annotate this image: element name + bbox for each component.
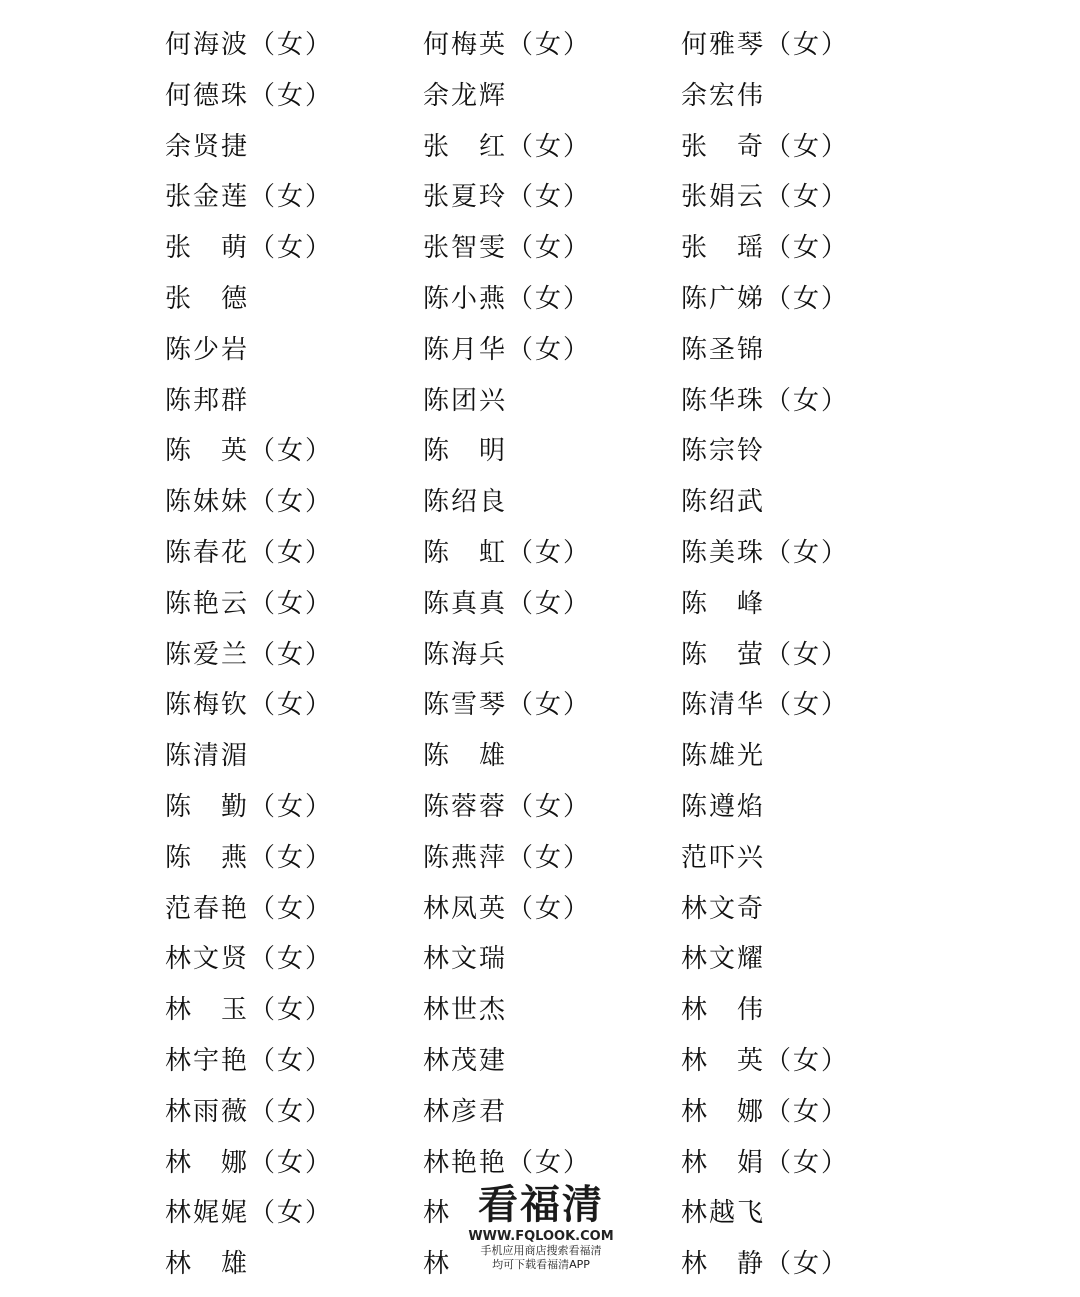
name-entry: 范吓兴 (681, 842, 766, 873)
name-entry: 张金莲（女） (165, 182, 334, 213)
name-entry: 陈妹妹（女） (165, 487, 334, 518)
name-entry: 林 (423, 1198, 452, 1229)
name-entry: 张夏玲（女） (423, 182, 592, 213)
name-entry: 陈圣锦 (681, 334, 766, 365)
name-entry: 陈春花（女） (165, 537, 334, 568)
name-entry: 张 德 (165, 283, 250, 314)
name-entry: 范春艳（女） (165, 893, 334, 924)
name-entry: 林凤英（女） (423, 893, 592, 924)
name-entry: 余贤捷 (165, 131, 250, 162)
name-entry: 陈月华（女） (423, 334, 592, 365)
name-entry: 张 萌（女） (165, 233, 334, 264)
watermark (462, 1181, 620, 1281)
name-entry: 陈 萤（女） (681, 639, 850, 670)
name-entry: 陈团兴 (423, 385, 508, 416)
name-entry: 张娟云（女） (681, 182, 850, 213)
name-entry: 林文贤（女） (165, 944, 334, 975)
name-entry: 余宏伟 (681, 80, 766, 111)
name-entry: 余龙辉 (423, 80, 508, 111)
name-entry: 陈雄光 (681, 741, 766, 772)
name-entry: 陈小燕（女） (423, 283, 592, 314)
name-entry: 林 静（女） (681, 1249, 850, 1280)
name-entry: 陈 英（女） (165, 436, 334, 467)
name-entry: 张 奇（女） (681, 131, 850, 162)
watermark-logo: 看福清 (478, 1182, 604, 1228)
watermark-url: WWW.FQLOOK.COM (468, 1229, 614, 1244)
watermark-line-2: 均可下载看福清APP (492, 1258, 590, 1271)
name-entry: 林雨薇（女） (165, 1096, 334, 1127)
name-entry: 陈 勤（女） (165, 791, 334, 822)
name-entry: 林 雄 (165, 1249, 250, 1280)
name-entry: 陈遵焰 (681, 791, 766, 822)
name-entry: 陈华珠（女） (681, 385, 850, 416)
name-entry: 陈 燕（女） (165, 842, 334, 873)
name-entry: 何海波（女） (165, 30, 334, 60)
name-entry: 陈梅钦（女） (165, 690, 334, 721)
name-entry: 林文瑞 (423, 944, 508, 975)
name-entry: 林 娜（女） (681, 1096, 850, 1127)
name-entry: 陈清湄 (165, 741, 250, 772)
name-entry: 林越飞 (681, 1198, 766, 1229)
name-entry: 林 英（女） (681, 1045, 850, 1076)
name-entry: 陈广娣（女） (681, 283, 850, 314)
name-entry: 林 娟（女） (681, 1147, 850, 1178)
name-entry: 陈绍武 (681, 487, 766, 518)
name-entry: 陈绍良 (423, 487, 508, 518)
name-entry: 张 红（女） (423, 131, 592, 162)
name-entry: 陈雪琴（女） (423, 690, 592, 721)
name-entry: 林 (423, 1249, 452, 1280)
name-entry: 林茂建 (423, 1045, 508, 1076)
name-entry: 何梅英（女） (423, 30, 592, 60)
name-entry: 张 瑶（女） (681, 233, 850, 264)
name-entry: 陈 峰 (681, 588, 766, 619)
name-entry: 陈 虹（女） (423, 537, 592, 568)
name-entry: 陈爱兰（女） (165, 639, 334, 670)
name-entry: 林娓娓（女） (165, 1198, 334, 1229)
name-entry: 陈海兵 (423, 639, 508, 670)
name-entry: 陈 明 (423, 436, 508, 467)
name-entry: 陈少岩 (165, 334, 250, 365)
name-entry: 陈艳云（女） (165, 588, 334, 619)
name-entry: 陈美珠（女） (681, 537, 850, 568)
name-entry: 陈宗铃 (681, 436, 766, 467)
name-entry: 陈 雄 (423, 741, 508, 772)
name-entry: 林世杰 (423, 995, 508, 1026)
name-entry: 陈蓉蓉（女） (423, 791, 592, 822)
name-entry: 林艳艳（女） (423, 1147, 592, 1178)
name-entry: 陈燕萍（女） (423, 842, 592, 873)
watermark-line-1: 手机应用商店搜索看福清 (480, 1244, 602, 1257)
name-entry: 林 伟 (681, 995, 766, 1026)
name-entry: 林彦君 (423, 1096, 508, 1127)
name-entry: 林 娜（女） (165, 1147, 334, 1178)
name-entry: 陈真真（女） (423, 588, 592, 619)
name-entry: 林文奇 (681, 893, 766, 924)
name-entry: 何德珠（女） (165, 80, 334, 111)
name-entry: 何雅琴（女） (681, 30, 850, 60)
name-entry: 张智雯（女） (423, 233, 592, 264)
name-grid (165, 20, 939, 1290)
name-entry: 林文耀 (681, 944, 766, 975)
name-entry: 林 玉（女） (165, 995, 334, 1026)
name-entry: 林宇艳（女） (165, 1045, 334, 1076)
name-entry: 陈邦群 (165, 385, 250, 416)
name-entry: 陈清华（女） (681, 690, 850, 721)
